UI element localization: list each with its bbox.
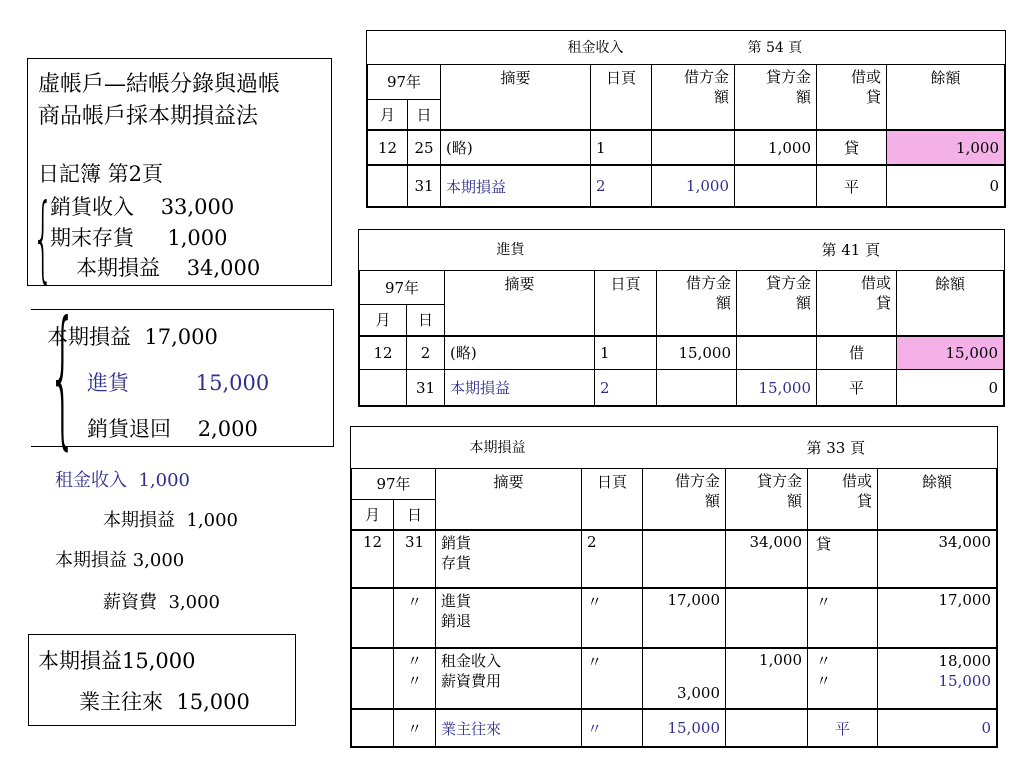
cell-month <box>368 165 408 206</box>
header-dc: 借或貸 <box>808 468 878 530</box>
closing-entries-box <box>27 58 332 293</box>
header-day: 日 <box>394 499 436 530</box>
cell-balance: 17,000 <box>878 588 997 648</box>
header-credit: 貸方金額 <box>737 271 817 336</box>
header-ref: 日頁 <box>591 64 652 130</box>
header-month: 月 <box>360 304 407 336</box>
ledger-account-name: 租金收入 <box>567 40 624 56</box>
header-debit: 借方金額 <box>652 64 735 130</box>
cell-day: 31 <box>408 165 441 206</box>
cell-description: 本期損益 <box>441 165 591 206</box>
cell-balance: 1,000 <box>887 130 1005 165</box>
cell-dc: 貸 <box>817 130 887 165</box>
cell-ref: 〃 <box>582 709 643 746</box>
ledger-account-name: 進貨 <box>496 242 525 258</box>
table-row <box>352 709 997 746</box>
cell-month: 12 <box>360 336 407 370</box>
cell-credit: 34,000 <box>726 530 808 588</box>
cell-ref: 2 <box>591 165 652 206</box>
ledger-page-number: 第 54 頁 <box>747 40 803 56</box>
cell-ref: 〃 <box>582 588 643 648</box>
journal-entry-line: 進貨 15,000 <box>87 371 270 395</box>
cell-credit: 1,000 <box>726 648 808 710</box>
cell-month: 12 <box>352 530 394 588</box>
header-debit: 借方金額 <box>657 271 737 336</box>
ledger-purchases <box>358 229 1005 407</box>
cell-debit: 17,000 <box>643 588 726 648</box>
cell-ref: 2 <box>595 370 657 406</box>
table-row <box>352 530 997 588</box>
rent-entry-line2: 本期損益 1,000 <box>103 510 238 531</box>
cell-credit: 15,000 <box>737 370 817 406</box>
cell-balance: 15,000 <box>897 336 1004 370</box>
slide-title-line2: 商品帳戶採本期損益法 <box>38 104 259 129</box>
header-description: 摘要 <box>441 64 591 130</box>
cell-description: 進貨 銷退 <box>436 588 582 648</box>
journal-page-label: 日記簿 第2頁 <box>38 162 164 186</box>
table-row <box>360 370 1004 406</box>
cell-debit: 3,000 <box>643 648 726 710</box>
header-credit: 貸方金額 <box>726 468 808 530</box>
cell-day: 〃 <box>394 709 436 746</box>
ledger-page-number: 第 41 頁 <box>821 241 881 259</box>
header-year: 97年 <box>360 271 445 305</box>
cell-description: 本期損益 <box>445 370 595 406</box>
cell-balance: 0 <box>887 165 1005 206</box>
header-ref: 日頁 <box>595 271 657 336</box>
cell-debit: 15,000 <box>657 336 737 370</box>
table-row <box>360 336 1004 370</box>
journal-entry-line: 業主往來 15,000 <box>79 690 250 714</box>
cell-credit <box>726 588 808 648</box>
cell-ref: 1 <box>595 336 657 370</box>
cell-month <box>352 709 394 746</box>
journal-entry-line: 期末存貨 1,000 <box>50 226 228 250</box>
cell-day: 〃 <box>394 588 436 648</box>
salary-entry-line2: 薪資費 3,000 <box>103 592 220 613</box>
cell-dc: 平 <box>817 165 887 206</box>
header-dc: 借或貸 <box>817 64 887 130</box>
journal-entry-line: 本期損益 34,000 <box>76 256 261 280</box>
header-day: 日 <box>407 304 445 336</box>
ledger-account-name: 本期損益 <box>469 440 526 456</box>
slide-title-line1: 虛帳戶—結帳分錄與過帳 <box>38 72 281 97</box>
header-description: 摘要 <box>445 271 595 336</box>
table-row <box>352 588 997 648</box>
owner-closing-box <box>28 634 296 726</box>
cell-balance: 0 <box>897 370 1004 406</box>
journal-entry-line: 本期損益15,000 <box>38 649 196 673</box>
cell-credit <box>735 165 817 206</box>
header-year: 97年 <box>368 64 441 99</box>
header-month: 月 <box>352 499 394 530</box>
cell-credit <box>737 336 817 370</box>
cell-debit <box>643 530 726 588</box>
header-debit: 借方金額 <box>643 468 726 530</box>
journal-entry-line: 銷貨退回 2,000 <box>87 417 258 441</box>
cell-month <box>360 370 407 406</box>
header-ref: 日頁 <box>582 468 643 530</box>
cell-description: (略) <box>445 336 595 370</box>
header-year: 97年 <box>352 468 436 499</box>
salary-entry-line1: 本期損益 3,000 <box>55 550 185 571</box>
brace-icon: { <box>32 184 54 293</box>
cell-dc: 〃 〃 <box>808 648 878 710</box>
cell-day: 25 <box>408 130 441 165</box>
cell-month <box>352 588 394 648</box>
cell-dc: 平 <box>808 709 878 746</box>
cell-dc: 平 <box>817 370 897 406</box>
cell-day: 31 <box>407 370 445 406</box>
header-description: 摘要 <box>436 468 582 530</box>
ledger-income-summary <box>350 426 998 748</box>
header-credit: 貸方金額 <box>735 64 817 130</box>
cell-ref: 〃 <box>582 648 643 710</box>
cell-description: 業主往來 <box>436 709 582 746</box>
cell-dc: 〃 <box>808 588 878 648</box>
cell-day: 31 <box>394 530 436 588</box>
table-row <box>368 165 1005 206</box>
header-day: 日 <box>408 99 441 130</box>
cell-day: 〃 〃 <box>394 648 436 710</box>
journal-entry-line: 本期損益 17,000 <box>47 325 218 349</box>
cell-description: 銷貨 存貨 <box>436 530 582 588</box>
cell-month: 12 <box>368 130 408 165</box>
cell-ref: 1 <box>591 130 652 165</box>
cell-debit <box>652 130 735 165</box>
ledger-page-number: 第 33 頁 <box>806 439 866 457</box>
cell-dc: 借 <box>817 336 897 370</box>
cell-month <box>352 648 394 710</box>
cell-credit <box>726 709 808 746</box>
rent-entry-line1: 租金收入 1,000 <box>55 470 190 491</box>
cell-description: (略) <box>441 130 591 165</box>
ledger-rent-revenue <box>366 30 1006 208</box>
cell-credit: 1,000 <box>735 130 817 165</box>
cell-balance: 0 <box>878 709 997 746</box>
header-balance: 餘額 <box>887 64 1005 130</box>
header-month: 月 <box>368 99 408 130</box>
journal-entry-line: 銷貨收入 33,000 <box>50 195 235 219</box>
cell-dc: 貸 <box>808 530 878 588</box>
cell-debit <box>657 370 737 406</box>
header-balance: 餘額 <box>897 271 1004 336</box>
cell-debit: 1,000 <box>652 165 735 206</box>
header-balance: 餘額 <box>878 468 997 530</box>
cell-balance: 18,000 15,000 <box>878 648 997 710</box>
cell-balance: 34,000 <box>878 530 997 588</box>
cell-description: 租金收入 薪資費用 <box>436 648 582 710</box>
table-row <box>368 130 1005 165</box>
cell-day: 2 <box>407 336 445 370</box>
table-row <box>352 648 997 710</box>
brace-icon: { <box>48 290 78 464</box>
header-dc: 借或貸 <box>817 271 897 336</box>
cell-debit: 15,000 <box>643 709 726 746</box>
cell-ref: 2 <box>582 530 643 588</box>
